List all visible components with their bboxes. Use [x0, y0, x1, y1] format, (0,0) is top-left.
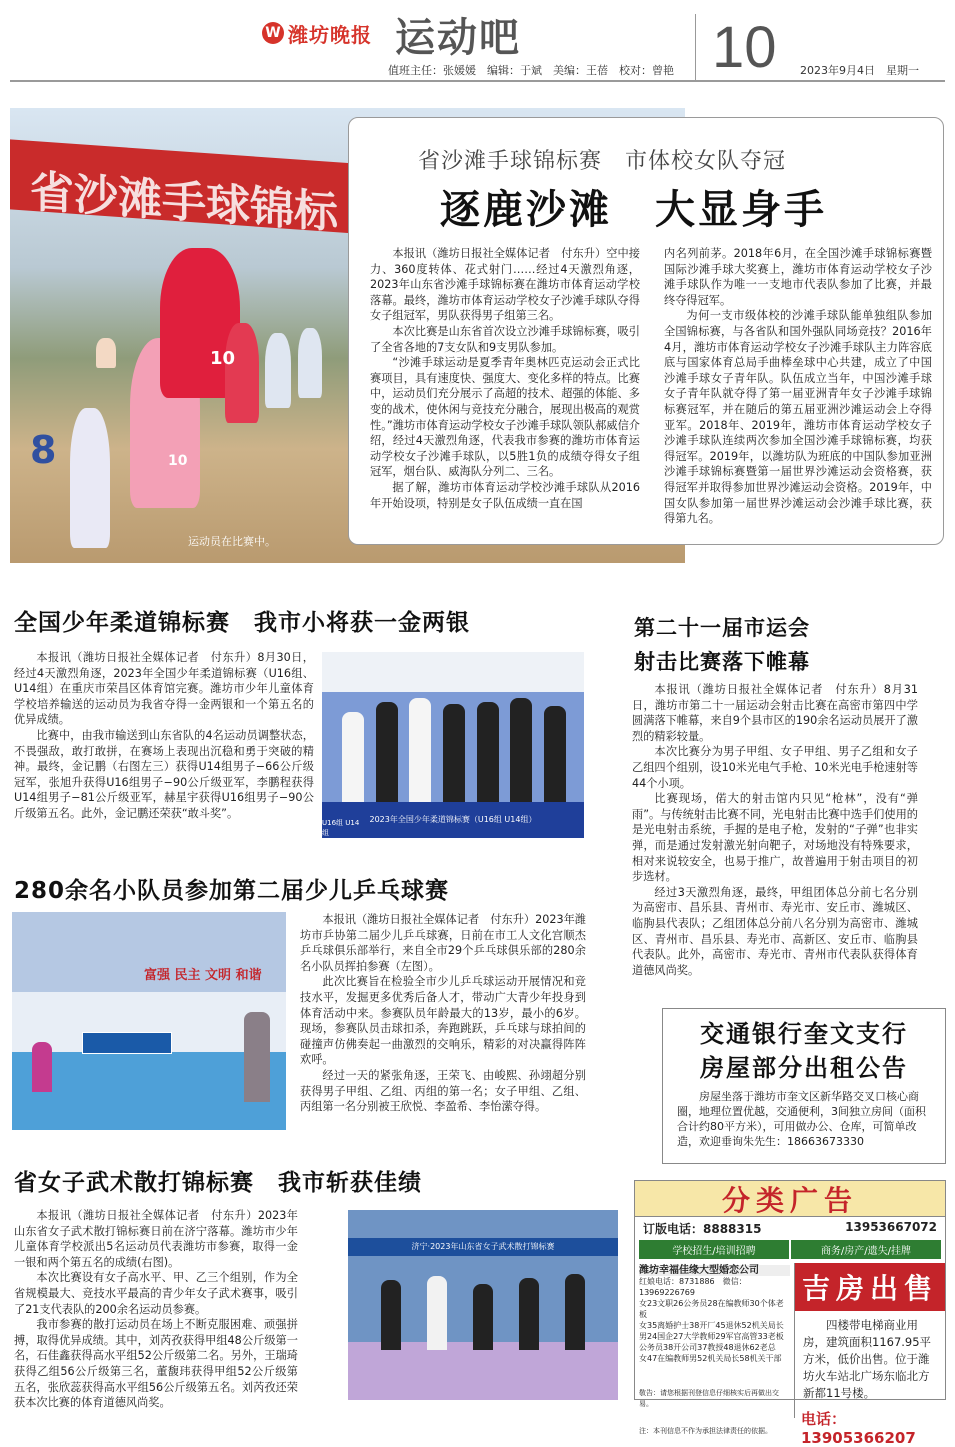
athlete-figure	[381, 1280, 401, 1350]
athlete-figure	[544, 706, 566, 802]
classified-tags	[635, 1240, 945, 1259]
paragraph: 本报讯（潍坊日报社全媒体记者 付东升）8月30日，经过4天激烈角逐，2023年全国少年柔道锦标赛（U16组、U14组）在重庆市荣昌区体育馆完赛。潍坊市少年儿童体育学校培养输送的运动员为我省夺得一金两银和一个第五名的优异成绩。	[14, 651, 314, 727]
notice-title-1: 交通银行奎文支行	[700, 1020, 908, 1048]
wushu-headline: 省女子武术散打锦标赛 我市斩获佳绩	[14, 1170, 422, 1196]
athlete-figure	[265, 333, 291, 408]
notice-title-2: 房屋部分出租公告	[700, 1054, 908, 1082]
classified-tag: 商务/房产/遗失/挂牌	[791, 1240, 941, 1259]
judo-backdrop	[322, 652, 584, 692]
judo-banner: 2023年全国少年柔道锦标赛（U16组 U14组）	[322, 802, 584, 838]
pingpong-photo	[12, 912, 286, 1130]
athlete-figure	[477, 702, 499, 802]
athlete-figure	[519, 1278, 539, 1350]
paragraph: 本次比赛分为男子甲组、女子甲组、男子乙组和女子乙组四个组别，设10米光电气手枪、10米光电手枪速射等44个小项。	[632, 745, 918, 790]
classified-tag: 学校招生/培训招聘	[639, 1240, 789, 1259]
paragraph: 为何一支市级体校的沙滩手球队能单独组队参加全国锦标赛，与各省队和国外强队同场竞技？2016年4月，潍坊市体育运动学校女子沙滩手球队主力阵容底底与国家体育总局手曲棒垒球中心共建，成立了中国沙滩手球女子青年队。队伍成立当年，中国沙滩手球女子青年队就夺得了第一届亚洲青年女子沙滩手球锦标赛冠军，并在随后的第五届亚洲沙滩运动会上夺得亚军。2018年、2019年，潍坊市体育运动学校女子沙滩手球队连续两次参加全国沙滩手球锦标赛，均获得冠军。2019年，以潍坊队为班底的中国队参加亚洲沙滩手球锦标赛暨第一届世界沙滩运动会资格赛，获得冠军并取得参加世界沙滩运动会资格。2019年，中国女队参加第一届世界沙滩运动会沙滩手球比赛，获得第九名。	[664, 309, 932, 526]
classified-content	[635, 1263, 945, 1447]
property-sale-ad	[795, 1263, 945, 1447]
issue-date: 2023年9月4日 星期一	[800, 64, 919, 77]
player-figure	[32, 1042, 52, 1092]
judo-corner-label: U16组 U14组	[322, 819, 360, 837]
judo-body	[14, 650, 314, 822]
ad-line: 女35离婚护士38开厂45退休52机关局长	[639, 1321, 784, 1330]
ad-line: 女23文职26公务员28在编教师30个体老板	[639, 1299, 784, 1319]
classified-ads	[634, 1180, 946, 1447]
section-name: 运动吧	[395, 14, 521, 61]
photo-caption: 运动员在比赛中。	[188, 535, 276, 548]
wushu-athletes	[368, 1268, 598, 1350]
paragraph: 我市参赛的散打运动员在场上不断克服困难、顽强拼搏，取得优异成绩。其中，刘芮孜获得甲组48公斤级第一名，石佳鑫获得高水平组52公斤级第二名。另外，王瑞琦获得乙组56公斤级第三名，董馥玮获得甲组52公斤级第五名，张欣蕊获得高水平组56公斤级第五名。刘芮孜还荣获本次比赛的体育道德风尚奖。	[14, 1318, 298, 1410]
athlete-figure	[225, 323, 259, 423]
paragraph: 本报讯（潍坊日报社全媒体记者 付东升）2023年山东省女子武术散打锦标赛日前在济宁落幕。潍坊市少年儿童体育学校派出5名运动员代表潍坊市参赛，取得一金一银和两个第五名的成绩(右图)。	[14, 1209, 298, 1269]
wushu-body	[14, 1208, 298, 1411]
judo-photo	[322, 652, 584, 838]
pingpong-headline: 280余名小队员参加第二届少儿乒乓球赛	[14, 878, 450, 904]
ad-disclaimer: 注：本刊信息不作为承担法律责任的依据。	[639, 1427, 772, 1435]
rental-notice	[662, 1008, 946, 1164]
paragraph: 据了解，潍坊市体育运动学校沙滩手球队从2016年开始设项，特别是女子队伍成绩一直在国	[370, 480, 640, 510]
paragraph: “沙滩手球运动是夏季青年奥林匹克运动会正式比赛项目，具有速度快、强度大、变化多样的特点。比赛中，运动员们充分展示了高超的技术、超强的体能、多变的战术，使休闲与竞技充分融合，展现出极高的观赏性。”潍坊市体育运动学校女子沙滩手球队领队郝威信介绍，经过4天激烈角逐，代表我市参赛的潍坊市体育运动学校女子沙滩手球队，以5胜1负的成绩夺得女子组冠军，烟台队、威海队分列二、三名。	[370, 356, 640, 479]
classified-title: 分类广告	[721, 1183, 858, 1217]
athlete-figure	[342, 712, 364, 802]
spectator-figure	[244, 1012, 270, 1102]
wushu-photo	[348, 1210, 618, 1400]
athlete-figure	[70, 408, 110, 548]
notice-body: 房屋坐落于潍坊市奎文区新华路交叉口核心商圈，地理位置优越，交通便利，3间独立房间（面积合计约80平方米），可用做办公、仓库，可简单改造，欢迎垂询朱先生：18663673330	[677, 1090, 926, 1148]
paragraph: 本报讯（潍坊日报社全媒体记者 付东升）空中接力、360度转体、花式射门……经过4天激烈角逐，2023年山东省沙滩手球锦标赛在潍坊市体育运动学校落幕。最终，潍坊市体育运动学校女子沙滩手球队夺得女子组冠军，男队获得男子组第三名。	[370, 247, 640, 323]
athlete-figure	[376, 702, 398, 802]
staff-line: 值班主任：张媛媛 编辑：于斌 美编：王蓓 校对：曾艳	[388, 64, 674, 77]
photo-banner-text: 省沙滩手球锦标	[30, 166, 338, 239]
property-sale-phone: 电话：13905366207	[801, 1410, 916, 1447]
wushu-banner: 济宁·2023年山东省女子武术散打锦标赛	[348, 1238, 618, 1256]
shooting-headline-1: 第二十一届市运会	[634, 616, 810, 640]
athlete-figure	[510, 698, 532, 802]
property-sale-body: 四楼带电梯商业用房，建筑面积1167.95平方米，低价出售。位于潍坊火车站北广场东临北方新都11号楼。	[803, 1318, 932, 1400]
ad-line: 男24国企27大学教师29军官高管33老板	[639, 1332, 784, 1341]
paragraph: 本次比赛是山东省首次设立沙滩手球锦标赛，吸引了全省各地的7支女队和9支男队参加。	[370, 324, 640, 354]
athlete-figure	[409, 698, 431, 802]
ad-disclaimer: 敬告：请您根据刊登信息仔细核实后再做出交易。	[639, 1389, 779, 1408]
jersey-number: 10	[210, 348, 236, 369]
masthead-divider	[695, 14, 696, 80]
feature-headline: 逐鹿沙滩 大显身手	[440, 187, 827, 233]
paragraph: 比赛现场，偌大的射击馆内只见“枪林”，没有“弹雨”。与传统射击比赛不同，光电射击比赛中选手们使用的是光电射击系统，手握的是电子枪，发射的“子弹”也非实弹，而是通过发射激光射向靶子，对场地没有特殊要求，相对来说较安全，也易于推广，故普遍用于射击项目的初步选材。	[632, 792, 918, 884]
pingpong-body	[300, 912, 586, 1115]
feature-column-2	[664, 246, 932, 527]
paragraph: 此次比赛旨在检验全市少儿乒乓球运动开展情况和竞技水平，发掘更多优秀后备人才，带动广大青少年投身到体育活动中来。参赛队员年龄最大的13岁，最小的6岁。现场，参赛队员击球扣杀，奔跑跳跃，乒乓球与球拍间的碰撞声仿佛奏起一曲激烈的交响乐，精彩的对决赢得阵阵欢呼。	[300, 975, 586, 1067]
paragraph: 本报讯（潍坊日报社全媒体记者 付东升）2023年潍坊市乒协第二届少儿乒乓球赛，日前在市工人文化宫顺杰乒乓球俱乐部举行，来自全市29个乒乓球俱乐部的280余名小队员挥拍参赛（左图）。	[300, 913, 586, 973]
paragraph: 本次比赛设有女子高水平、甲、乙三个组别，作为全省规模最大、竞技水平最高的青少年女子武术赛事，吸引了21支代表队的200余名运动员参赛。	[14, 1271, 298, 1316]
classified-phone: 订版电话：8888315	[643, 1222, 762, 1236]
judo-athletes	[336, 692, 572, 802]
page-number: 10	[712, 15, 777, 80]
shooting-body	[632, 682, 918, 978]
ad-line: 红娘电话：8731886 微信：13969226769	[639, 1277, 747, 1297]
shooting-headline-2: 射击比赛落下帷幕	[634, 650, 810, 674]
paragraph: 经过3天激烈角逐，最终，甲组团体总分前七名分别为高密市、昌乐县、青州市、寿光市、安丘市、潍城区、临朐县代表队；乙组团体总分前八名分别为高密市、潍城区、青州市、昌乐县、寿光市、高新区、安丘市、临朐县代表队。此外，高密市、寿光市、青州市代表队获得体育道德风尚奖。	[632, 885, 918, 977]
masthead-logo	[262, 16, 372, 50]
athlete-figure	[427, 1276, 447, 1350]
ad-line: 公务员38开公司37教授48退休62老总	[639, 1343, 776, 1352]
wall-slogan: 富强 民主 文明 和谐	[144, 968, 262, 983]
classified-phone-2: 13953667072	[845, 1220, 937, 1234]
wushu-mat	[348, 1342, 618, 1400]
newspaper-logo-icon: W	[262, 22, 284, 44]
newspaper-name: 潍坊晚报	[288, 22, 372, 47]
ad-line: 女47在编教师男52机关局长58机关干部	[639, 1354, 782, 1363]
feature-column-1	[370, 246, 640, 511]
matchmaking-ad	[635, 1263, 795, 1435]
jersey-number: 10	[168, 453, 188, 469]
athlete-figure	[298, 328, 322, 398]
athlete-figure	[96, 338, 116, 368]
athlete-figure	[443, 704, 465, 802]
athlete-figure	[565, 1274, 585, 1350]
athlete-figure	[473, 1284, 493, 1350]
masthead-rule	[10, 80, 945, 82]
jersey-number: 8	[30, 428, 57, 472]
paragraph: 内名列前茅。2018年6月，在全国沙滩手球锦标赛暨国际沙滩手球大奖赛上，潍坊市体育运动学校女子沙滩手球队作为唯一一支地市代表队参加了比赛，并最终夺得冠军。	[664, 247, 932, 307]
paragraph: 本报讯（潍坊日报社全媒体记者 付东升）8月31日，潍坊市第二十一届运动会射击比赛在高密市第四中学圆满落下帷幕，来自9个县市区的190余名运动员展开了激烈的精彩较量。	[632, 683, 918, 743]
classified-header	[635, 1181, 945, 1217]
classified-phone-row	[635, 1217, 945, 1240]
paragraph: 比赛中，由我市输送到山东省队的4名运动员调整状态，不畏强敌，敢打敢拼，在赛场上表现出沉稳和勇于突破的精神。最终，金记鹏（右图左三）获得U14组男子−66公斤级冠军，张旭升获得U16组男子−90公斤级亚军，李鹏程获得U14组男子−81公斤级亚军，赫星宇获得U16组男子−90公斤级第五名。此外，金记鹏还荣获“敢斗奖”。	[14, 728, 314, 820]
judo-headline: 全国少年柔道锦标赛 我市小将获一金两银	[14, 610, 470, 636]
property-sale-title: 吉房出售	[795, 1263, 945, 1311]
matchmaking-title: 潍坊幸福佳缘大型婚恋公司	[639, 1265, 790, 1276]
paragraph: 经过一天的紧张角逐，王荣飞、由峻熙、孙翊超分别获得男子甲组、乙组、丙组的第一名；女子甲组、乙组、丙组第一名分别被王欣悦、李盈希、李怡潆夺得。	[300, 1068, 586, 1114]
pingpong-table	[82, 1032, 172, 1054]
feature-kicker: 省沙滩手球锦标赛 市体校女队夺冠	[418, 149, 787, 174]
